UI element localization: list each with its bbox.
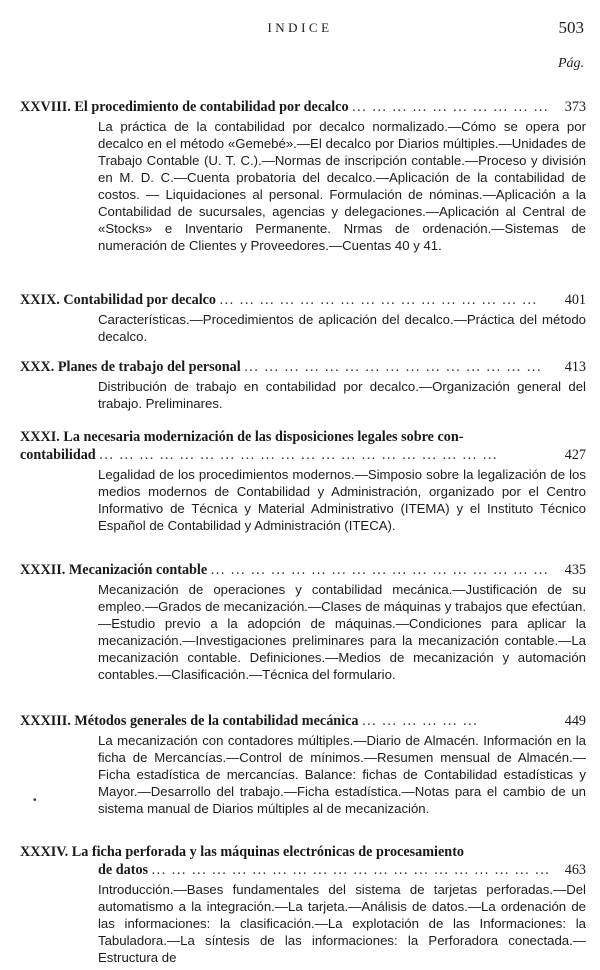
running-title: INDICE [267, 20, 333, 35]
running-head [0, 18, 600, 40]
chapter-number: XXXI. [20, 429, 60, 445]
chapter-title-continuation: de datos [98, 862, 149, 878]
chapter-page: 401 [564, 292, 586, 308]
entry-heading [20, 358, 586, 376]
page-column-label: Pág. [557, 56, 584, 71]
toc-entry-xxix [20, 291, 586, 345]
toc-entry-xxx [20, 358, 586, 412]
chapter-number: XXXIII. [20, 713, 71, 729]
chapter-title: Contabilidad por decalco [63, 292, 217, 308]
chapter-title: La ficha perforada y las máquinas electrónicas de procesamiento [71, 844, 465, 860]
chapter-page: 449 [564, 713, 586, 729]
toc-entry-xxxiii [20, 712, 586, 817]
leader-dots: ... ... ... ... ... ... ... ... ... ... ... ... ... ... ... ... ... [210, 562, 549, 578]
entry-heading [20, 428, 586, 446]
chapter-number: XXX. [20, 359, 55, 375]
print-mark: • [33, 795, 37, 806]
entry-heading-continuation [20, 861, 586, 879]
chapter-number: XXIX. [20, 292, 60, 308]
leader-dots: ... ... ... ... ... ... ... ... ... ... ... ... ... ... ... ... [219, 292, 538, 308]
chapter-page: 435 [564, 562, 586, 578]
chapter-title: Planes de trabajo del personal [57, 359, 241, 375]
chapter-summary: Características.—Procedimientos de aplicación del decalco.—Práctica del método decalco. [98, 312, 586, 344]
chapter-page: 413 [564, 359, 586, 375]
chapter-title: Métodos generales de la contabilidad mecánica [74, 713, 359, 729]
entry-heading-continuation [20, 446, 586, 464]
entry-heading [20, 843, 586, 861]
leader-dots: ... ... ... ... ... ... ... ... ... ... ... ... ... ... ... ... ... ... ... ... [99, 447, 498, 463]
toc-entry-xxxi [20, 428, 586, 534]
chapter-number: XXXIV. [20, 844, 69, 860]
leader-dots: ... ... ... ... ... ... ... ... ... ... ... ... ... ... ... [244, 359, 543, 375]
chapter-summary: Distribución de trabajo en contabilidad por decalco.—Organización general del trabajo. Preliminares. [98, 379, 586, 411]
chapter-summary: La mecanización con contadores múltiples.—Diario de Almacén. Información en la ficha de Mercancías.—Control de mínimos.—Resumen mensual de Almacén.—Ficha estadística de mercancías. Balance: fichas de Contabilidad estadísticas y Mayor.—Desarrollo del trabajo.—Ficha estadística.—Notas para el cambio de un sistema manual de Diarios múltiples al de mecanización. [98, 733, 586, 816]
entry-heading [20, 291, 586, 309]
toc-entry-xxxiv [20, 843, 586, 966]
leader-dots: ... ... ... ... ... ... ... ... ... ... ... ... ... ... ... ... ... ... ... ... [151, 862, 551, 878]
chapter-page: 427 [564, 447, 586, 463]
entry-heading [20, 561, 586, 579]
page-number: 503 [558, 18, 584, 37]
chapter-summary: Mecanización de operaciones y contabilidad mecánica.—Justificación de su empleo.—Grados de mecanización.—Clases de máquinas y trabajos que efectúan.—Estudio previo a la adopción de máquinas.—Condiciones para aplicar la mecanización.—Investigaciones preliminares para la mecanización contable.—La mecanización contable. Definiciones.—Medios de mecanización y automación contables.—Clasificación.—Técnica del formulario. [98, 582, 586, 682]
chapter-number: XXVIII. [20, 99, 71, 115]
leader-dots: ... ... ... ... ... ... ... ... ... ... [352, 99, 549, 115]
chapter-summary: Introducción.—Bases fundamentales del sistema de tarjetas perforadas.—Del automatismo a la integración.—La tarjeta.—Análisis de datos.—La ordenación de las informaciones: la clasificación.—La explotación de las Informaciones: la Tabuladora.—La síntesis de las informaciones: la Perforadora conectada.—Estructura de [98, 882, 586, 965]
chapter-page: 463 [564, 862, 586, 878]
entry-heading [20, 98, 586, 116]
chapter-title: Mecanización contable [68, 562, 208, 578]
chapter-page: 373 [564, 99, 586, 115]
toc-entry-xxxii [20, 561, 586, 683]
chapter-title: La necesaria modernización de las disposiciones legales sobre con- [63, 429, 464, 445]
chapter-number: XXXII. [20, 562, 66, 578]
entry-heading [20, 712, 586, 730]
chapter-title: El procedimiento de contabilidad por decalco [74, 99, 349, 115]
toc-entry-xxviii [20, 98, 586, 254]
chapter-summary: La práctica de la contabilidad por decalco normalizado.—Cómo se opera por decalco en el método «Gemebé».—El decalco por Diarios múltiples.—Unidades de Trabajo Contable (U. T. C.).—Normas de inscripción contable.—Proceso y división en M. D. C.—Cuenta probatoria del decalco.—Aplicación de la contabilidad de costos. — Liquidaciones al personal. Formulación de nóminas.—Aplicación a la Contabilidad de sucursales, agencias y delegaciones.—Aplicación al Central de «Stocks» e Inventario Permanente. Nrmas de ordenación.—Sistemas de numeración de Clientes y Proveedores.—Cuentas 40 y 41. [98, 119, 586, 253]
leader-dots: ... ... ... ... ... ... [362, 713, 479, 729]
chapter-summary: Legalidad de los procedimientos modernos.—Simposio sobre la legalización de los medios modernos de Contabilidad y Administración, organizado por el Centro Informativo de Técnica y Material Administrativo (ITEMA) y el Instituto Técnico Español de Contabilidad y Administración (ITECA). [98, 467, 586, 533]
chapter-title-continuation: contabilidad [20, 447, 96, 463]
